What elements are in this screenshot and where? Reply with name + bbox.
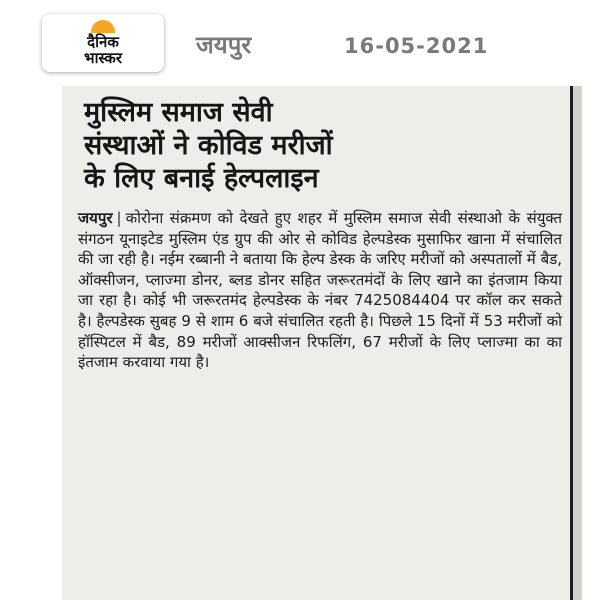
article-headline (84, 96, 564, 195)
sun-icon (91, 20, 115, 33)
header-bar (0, 0, 600, 86)
dateline: जयपुर (78, 209, 113, 227)
headline-line: संस्थाओं ने कोविड मरीजों (84, 130, 333, 161)
logo-line-2: भास्कर (84, 49, 122, 67)
headline-line: के लिए बनाई हेल्पलाइन (84, 163, 319, 194)
adjacent-column-edge (570, 86, 582, 600)
cut-text-fragment (70, 86, 570, 94)
headline-line: मुस्लिम समाज सेवी (84, 97, 273, 128)
dateline-separator: | (116, 209, 122, 227)
edition-date: 16-05-2021 (344, 34, 489, 58)
article-text: कोरोना संक्रमण को देखते हुए शहर में मुस्लिम समाज सेवी संस्थाओ के संयुक्त संगठन यूनाइटेड मुस्लिम एंड ग्रुप की ओर से कोविड हेल्पडेस्क मुसाफिर खाना में संचालित की जा रही है। नईम रब्बानी ने बताया कि हेल्प डेस्क के जरिए मरीजों को अस्पतालों में बैड, ऑक्सीजन, प्लाज्मा डोनर, ब्लड डोनर सहित जरूरतमंदों के लिए खाने का इंतजाम किया जा रहा है। कोई भी जरूरतमंद हेल्पडेस्क के नंबर 7425084404 पर कॉल कर सकते है। हैल्पडेस्क सुबह 9 से शाम 6 बजे संचालित रहती है। पिछले 15 दिनों में 53 मरीजों को हॉस्पिटल में बैड, 89 मरीजों आक्सीजन रिफलिंग, 67 मरीजों के लिए प्लाज्मा का का इंतजाम करवाया गया है। (78, 209, 562, 372)
article-body (78, 208, 562, 373)
edition-city: जयपुर (196, 31, 252, 59)
logo-line-1: दैनिक (87, 33, 119, 51)
news-clipping (62, 86, 582, 600)
newspaper-logo (42, 14, 164, 72)
